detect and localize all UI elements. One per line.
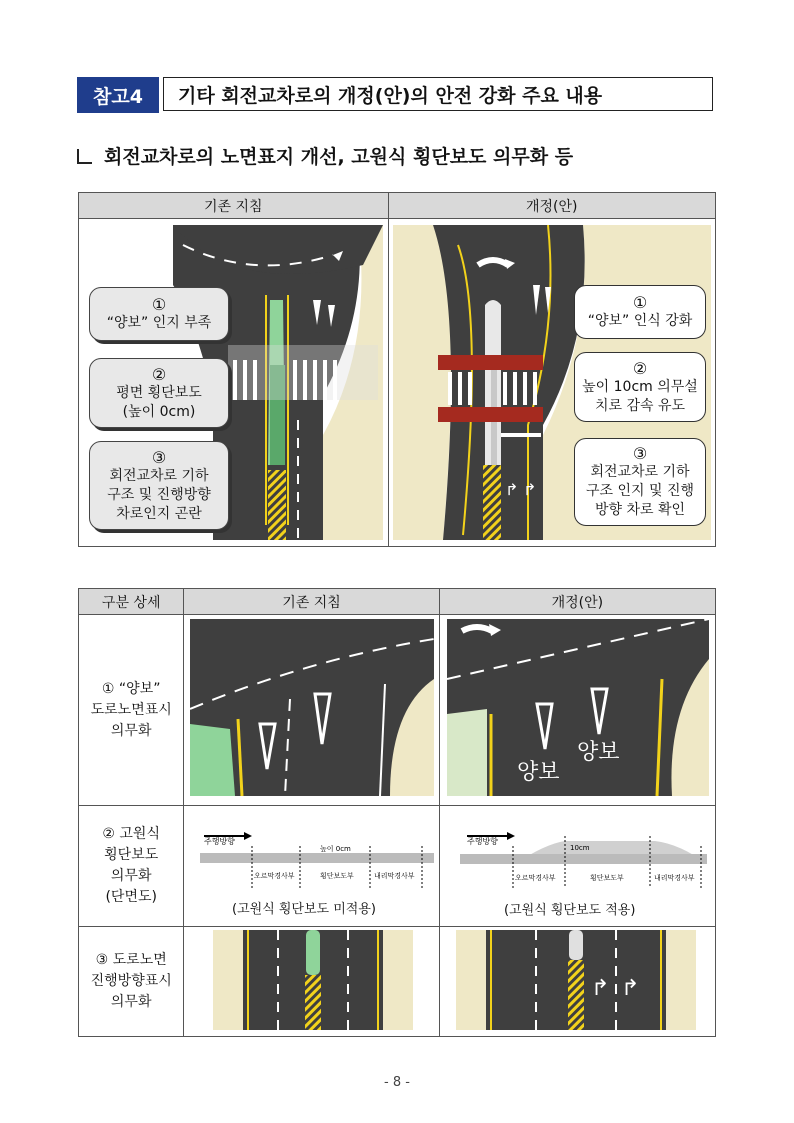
callout-text: 구조 및 진행방향	[107, 486, 211, 503]
revised-callout-1	[574, 285, 706, 339]
svg-text:내리막경사부: 내리막경사부	[654, 874, 695, 882]
crosswalk-section-existing	[190, 830, 438, 890]
yield-text-marking: 양보	[577, 740, 620, 765]
page-number: - 8 -	[384, 1075, 410, 1090]
crosswalk-section-revised	[455, 826, 710, 890]
svg-text:오르막경사부: 오르막경사부	[515, 874, 556, 882]
crosswalk-existing-caption: (고원식 횡단보도 미적용)	[232, 902, 376, 917]
callout-text: 방향 차로 확인	[594, 502, 686, 518]
direction-arrow-icon: ↱	[591, 976, 610, 1001]
direction-arrow-icon: ↱	[621, 976, 640, 1001]
callout-number: ③	[632, 444, 648, 463]
callout-text: 차로인지 곤란	[116, 505, 202, 522]
callout-number: ①	[632, 293, 648, 312]
callout-text: (높이 0cm)	[122, 403, 196, 420]
svg-text:횡단보도부: 횡단보도부	[320, 872, 354, 880]
callout-number: ③	[151, 447, 167, 467]
callout-text: 치로 감속 유도	[594, 397, 686, 414]
col-existing-header: 기존 지침	[184, 589, 439, 615]
section-title: 회전교차로의 노면표지 개선, 고원식 횡단보도 의무화 등	[104, 146, 574, 168]
reference-tag: 참고4	[77, 77, 159, 113]
col-revised-header: 개정(안)	[439, 589, 715, 615]
col-existing-header: 기존 지침	[79, 193, 389, 219]
svg-text:횡단보도부: 횡단보도부	[590, 874, 624, 882]
callout-text: 회전교차로 기하	[590, 464, 690, 480]
callout-text: “양보” 인식 강화	[587, 313, 693, 329]
direction-label: 주행방향	[467, 837, 498, 846]
callout-text: 구조 인지 및 진행	[585, 483, 695, 499]
svg-text:오르막경사부: 오르막경사부	[254, 872, 295, 880]
callout-number: ②	[632, 358, 648, 378]
yield-existing-image	[190, 619, 434, 796]
height-label: 10cm	[570, 844, 590, 852]
callout-number: ②	[151, 364, 167, 384]
row-label-raised-crosswalk: ② 고원식 횡단보도 의무화 (단면도)	[79, 806, 184, 927]
callout-text: “양보” 인지 부족	[106, 315, 212, 331]
revised-callout-2	[574, 352, 706, 422]
svg-text:내리막경사부: 내리막경사부	[374, 872, 415, 880]
existing-callout-3	[89, 441, 229, 530]
existing-callout-1	[89, 287, 229, 341]
callout-number: ①	[151, 295, 167, 314]
height-label: 높이 0cm	[320, 845, 351, 853]
callout-text: 회전교차로 기하	[109, 467, 209, 484]
direction-existing-image	[213, 930, 413, 1030]
crosswalk-revised-caption: (고원식 횡단보도 적용)	[504, 903, 636, 918]
col-revised-header: 개정(안)	[388, 193, 715, 219]
svg-text:↱: ↱	[505, 480, 519, 499]
row-label-yield: ① “양보” 도로노면표시 의무화	[79, 615, 184, 806]
reference-title: 기타 회전교차로의 개정(안)의 안전 강화 주요 내용	[163, 77, 713, 111]
callout-text: 평면 횡단보도	[116, 384, 202, 401]
yield-text-marking: 양보	[517, 760, 560, 785]
col-category-header: 구분 상세	[79, 589, 184, 615]
svg-text:↱: ↱	[523, 480, 537, 499]
row-label-direction-marking: ③ 도로노면 진행방향표시 의무화	[79, 927, 184, 1037]
direction-revised-image	[456, 930, 696, 1030]
existing-callout-2	[89, 358, 229, 428]
direction-label: 주행방향	[204, 837, 235, 846]
revised-callout-3	[574, 438, 706, 526]
callout-text: 높이 10cm 의무설	[582, 378, 698, 395]
yield-revised-image	[447, 619, 709, 796]
section-marker	[77, 149, 92, 164]
